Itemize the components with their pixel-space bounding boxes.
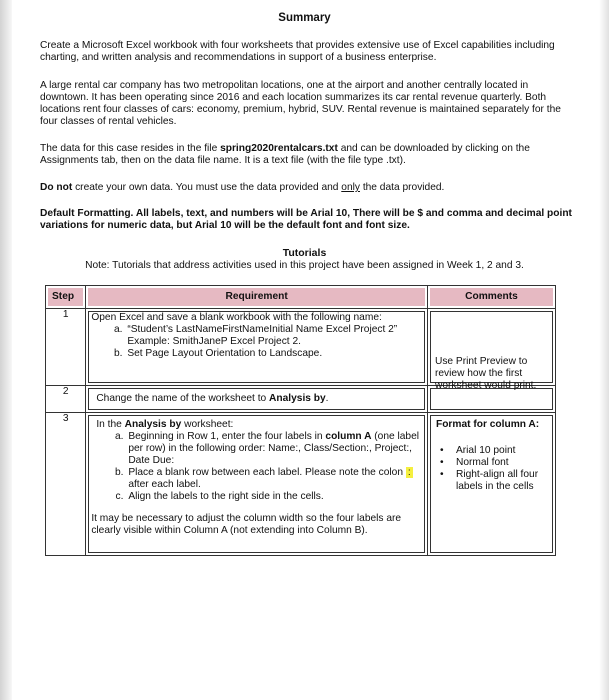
comment-title: Format for column A: xyxy=(435,419,540,430)
data-usage-text-a: create your own data. You must use the data provided and xyxy=(72,182,342,193)
item-b-text-2: after each label. xyxy=(128,479,201,490)
data-file-text-a: The data for this case resides in the file xyxy=(40,143,221,154)
colon-highlight: : xyxy=(407,467,411,478)
data-usage-text-b: the data provided. xyxy=(359,182,445,193)
tutorials-heading: Tutorials xyxy=(282,247,327,259)
list-item: • Normal font xyxy=(456,457,552,469)
step-cell xyxy=(46,309,86,386)
worksheet-name: Analysis by xyxy=(269,393,326,404)
data-usage-paragraph xyxy=(40,182,575,194)
table-row xyxy=(46,413,556,556)
comment-cell xyxy=(427,413,555,556)
requirement-cell xyxy=(86,413,428,556)
requirement-text xyxy=(89,389,424,405)
comment-text: Use Print Preview to review how the first worksheet would print. xyxy=(434,356,537,391)
comment-box xyxy=(430,415,553,553)
requirement-list xyxy=(89,324,424,360)
requirements-table xyxy=(45,285,556,556)
do-not-text: Do not xyxy=(40,182,73,193)
only-text: only xyxy=(341,182,360,193)
comments-header: Comments xyxy=(427,286,555,309)
requirement-cell xyxy=(86,309,428,386)
list-item: c. Align the labels to the right side in the cells. xyxy=(126,491,424,503)
intro-text-b: worksheet: xyxy=(181,419,234,430)
step-number: 3 xyxy=(62,413,69,424)
page-title: Summary xyxy=(278,12,331,24)
item-b-text-1: Place a blank row between each label. Please note the colon xyxy=(128,467,406,478)
step-cell xyxy=(46,413,86,556)
scenario-paragraph: A large rental car company has two metropolitan locations, one at the airport and another centrally located in downtown. It has been operating since 2016 and each location summarizes its car rental revenue quarterly. Both locations rent four classes of cars: economy, premium, hybrid, SUV. Rental revenue is maintained separately for the four classes of rental vehicles. xyxy=(40,80,561,127)
requirement-box xyxy=(88,415,425,553)
worksheet-name: Analysis by xyxy=(124,419,182,430)
requirement-box xyxy=(88,388,425,410)
data-file-paragraph xyxy=(40,143,575,167)
requirement-intro xyxy=(96,419,424,431)
intro-paragraph: Create a Microsoft Excel workbook with four worksheets that provides extensive use of Excel capabilities including charting, and written analysis and recommendations in support of a business enterprise. xyxy=(40,40,555,63)
item-a-text-1: Beginning in Row 1, enter the four labels in xyxy=(128,431,326,442)
default-formatting-paragraph: Default Formatting. All labels, text, and numbers will be Arial 10, There will be $ and comma and decimal point variations for numeric data, but Arial 10 will be the default font and font size. xyxy=(40,208,572,231)
intro-text-a: In the xyxy=(96,419,125,430)
item-a-column: column A xyxy=(325,431,372,442)
step-header: Step xyxy=(46,286,86,309)
requirement-header: Requirement xyxy=(86,286,428,309)
step-number: 2 xyxy=(62,386,69,397)
table-header-row xyxy=(46,286,556,309)
item-a-text-2: (one label per row) in the following order: Name:, Class/Section:, Project:, Date Due: xyxy=(128,431,420,466)
requirement-list xyxy=(96,431,424,503)
list-item xyxy=(126,467,424,491)
requirement-intro: Open Excel and save a blank workbook with the following name: xyxy=(91,312,382,323)
requirement-text-a: Change the name of the worksheet to xyxy=(96,393,270,404)
list-item xyxy=(126,431,424,467)
requirement-box xyxy=(88,311,425,383)
page-right-shadow xyxy=(599,0,609,700)
requirement-text xyxy=(89,416,424,537)
comment-list xyxy=(431,445,552,493)
requirement-cell xyxy=(86,386,428,413)
comment-cell xyxy=(427,309,555,391)
page-left-shadow xyxy=(0,0,12,700)
requirement-text-b: . xyxy=(325,393,329,404)
table-row xyxy=(46,309,556,386)
list-item: b. Set Page Layout Orientation to Landscape. xyxy=(125,348,424,360)
data-file-text-b: and can be downloaded by clicking on the Assignments tab, then on the data file name. It is a text file (with the file type .txt). xyxy=(40,143,530,166)
step-cell xyxy=(46,386,86,413)
list-item: a. “Student’s LastNameFirstNameInitial Name Excel Project 2” Example: SmithJaneP Excel Project 2. xyxy=(125,324,424,348)
tutorials-note: Note: Tutorials that address activities used in this project have been assigned in Week 1, 2 and 3. xyxy=(85,260,524,271)
step-number: 1 xyxy=(62,309,69,320)
data-file-name: spring2020rentalcars.txt xyxy=(220,143,338,154)
list-item: • Arial 10 point xyxy=(456,445,552,457)
column-width-note: It may be necessary to adjust the column width so the four labels are clearly visible within Column A (not extending into Column B). xyxy=(91,513,402,536)
list-item: • Right-align all four labels in the cells xyxy=(456,469,552,493)
comment-box xyxy=(430,311,553,391)
